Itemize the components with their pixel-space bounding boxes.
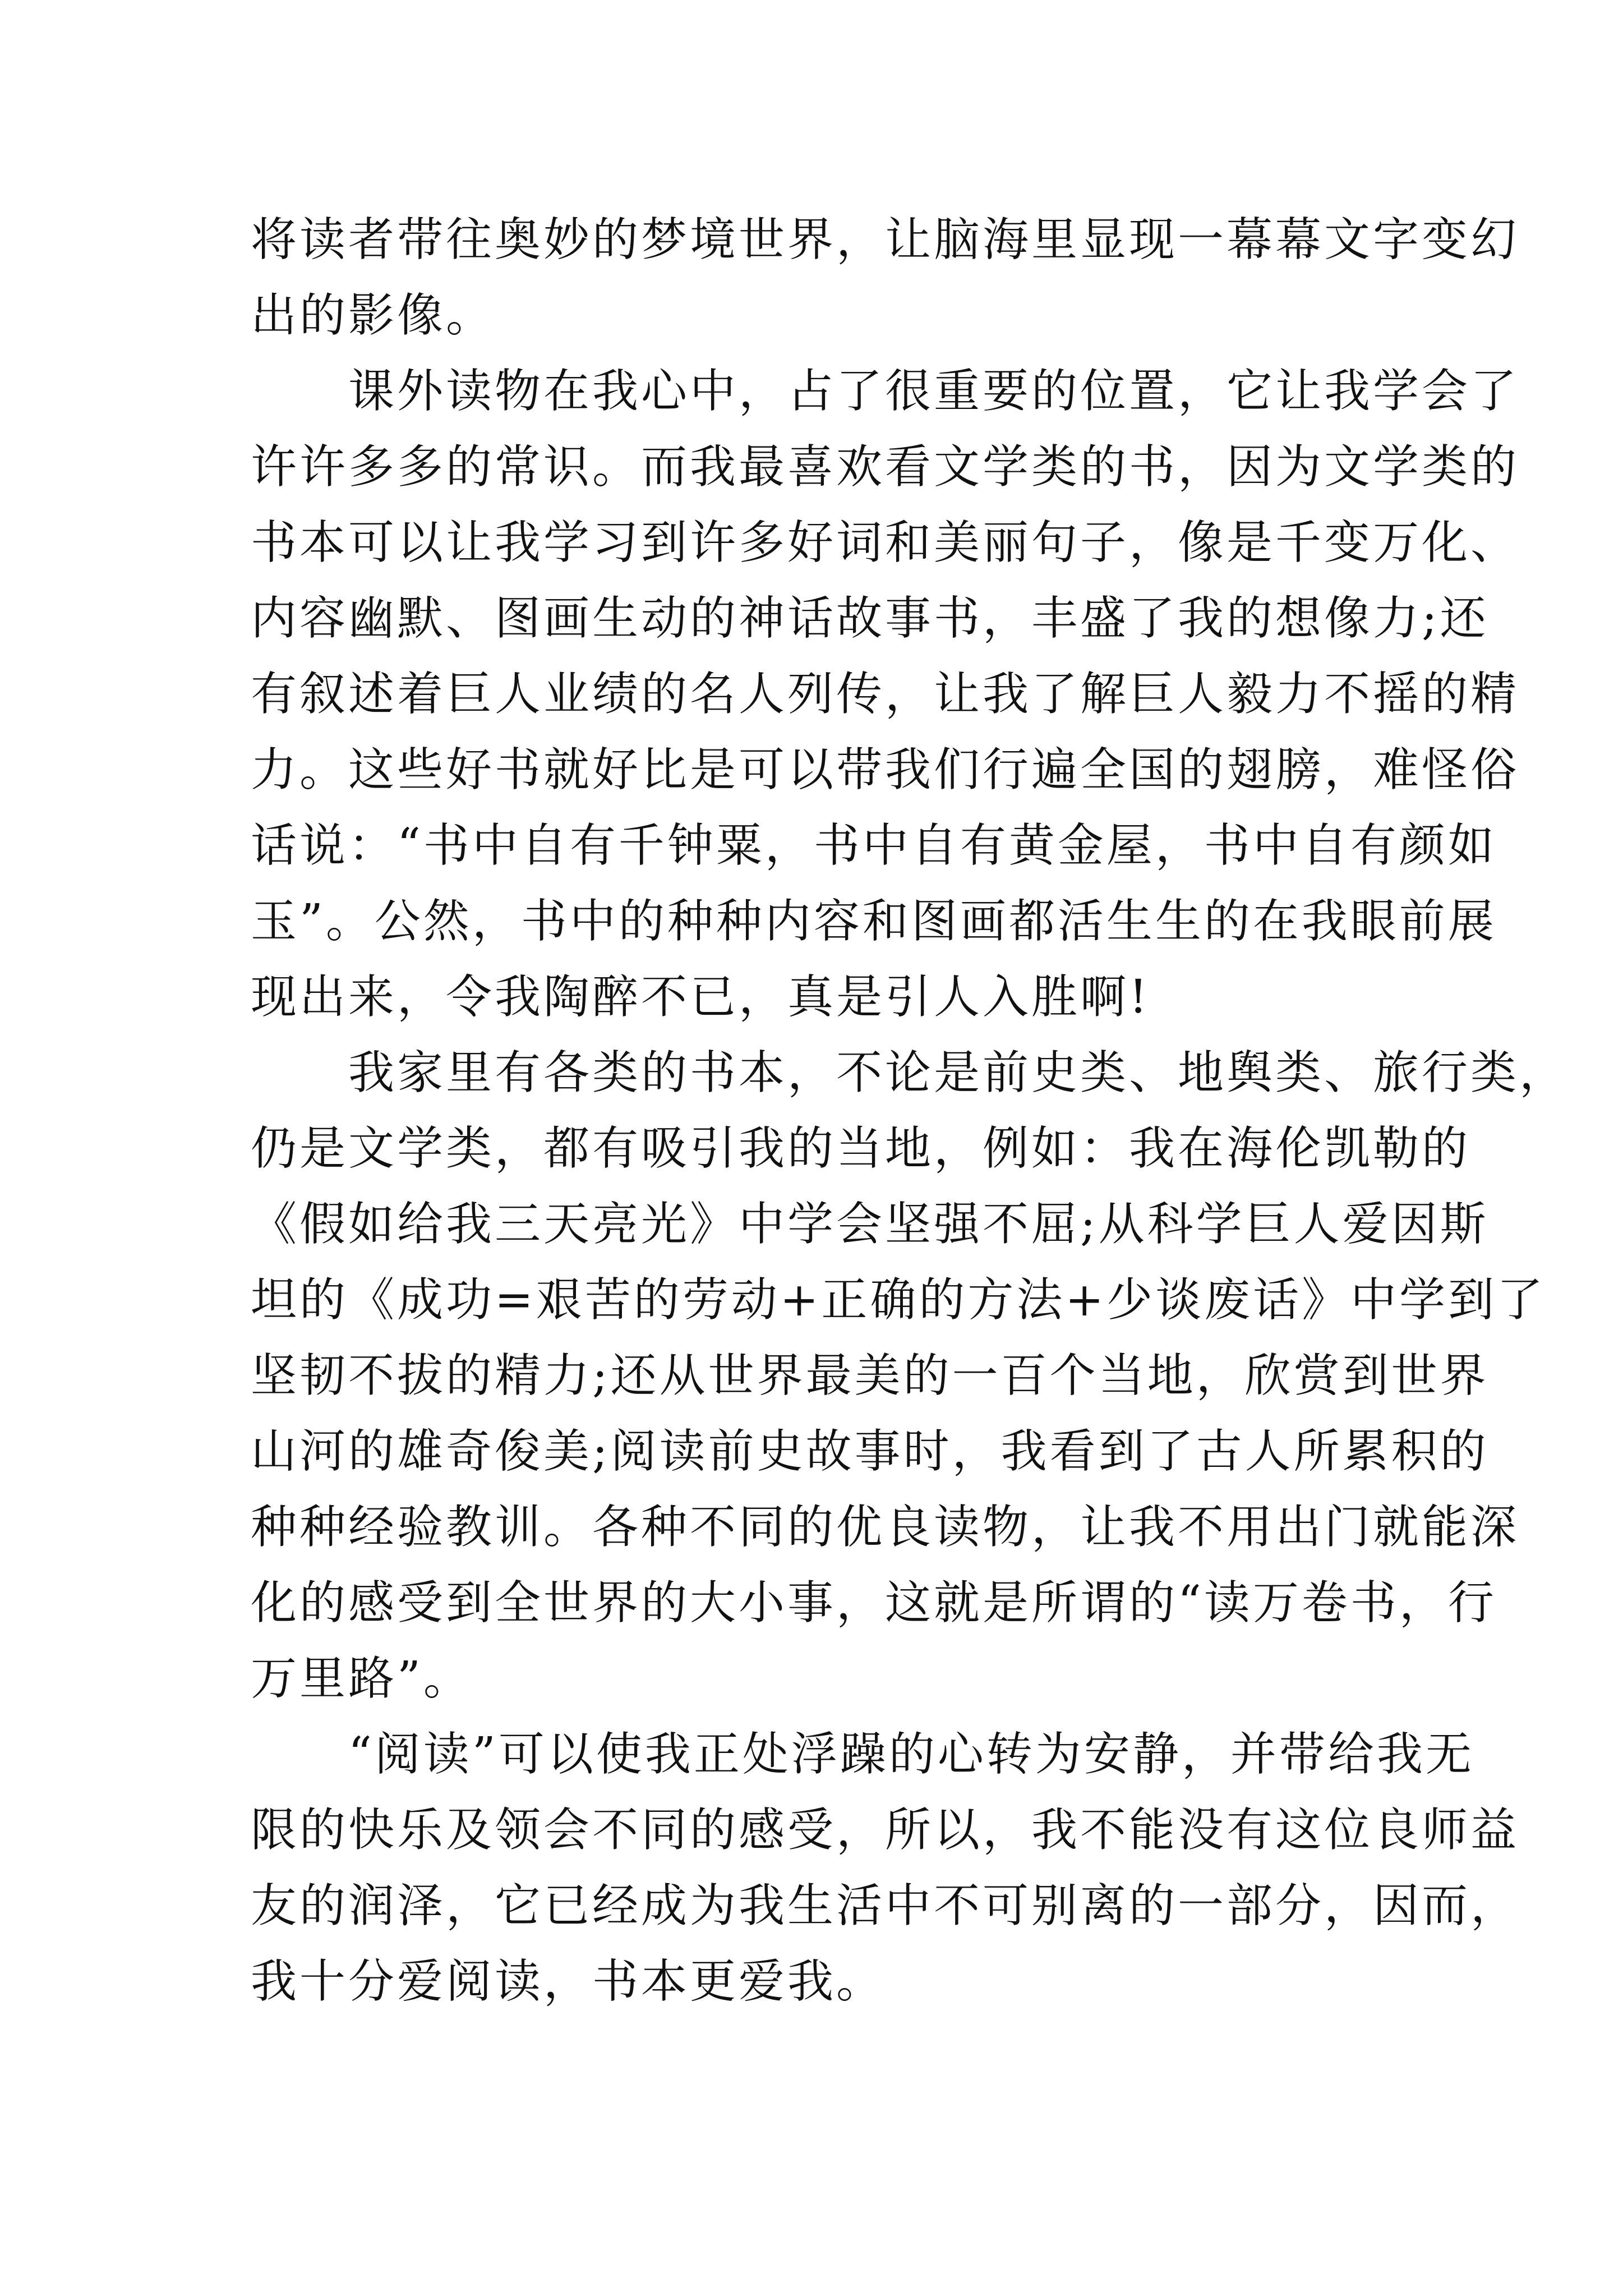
text-line: “阅读”可以使我正处浮躁的心转为安静，并带给我无 bbox=[251, 1728, 1474, 1781]
text-line: 将读者带往奥妙的梦境世界，让脑海里显现一幕幕文字变幻 bbox=[251, 213, 1520, 266]
text-line: 友的润泽，它已经成为我生活中不可别离的一部分，因而， bbox=[251, 1879, 1520, 1932]
text-line: 出的影像。 bbox=[251, 289, 495, 342]
text-line: 力。这些好书就好比是可以带我们行遍全国的翅膀，难怪俗 bbox=[251, 743, 1520, 797]
body-text bbox=[251, 202, 1569, 2019]
text-line: 有叙述着巨人业绩的名人列传，让我了解巨人毅力不摇的精 bbox=[251, 668, 1520, 721]
text-line: 山河的雄奇俊美;阅读前史故事时，我看到了古人所累积的 bbox=[251, 1425, 1489, 1478]
text-line: 种种经验教训。各种不同的优良读物，让我不用出门就能深 bbox=[251, 1501, 1520, 1554]
text-line: 内容幽默、图画生动的神话故事书，丰盛了我的想像力;还 bbox=[251, 592, 1489, 645]
text-line: 我十分爱阅读，书本更爱我。 bbox=[251, 1955, 886, 2008]
text-line: 话说：“书中自有千钟粟，书中自有黄金屋，书中自有颜如 bbox=[251, 819, 1497, 872]
text-line: 限的快乐及领会不同的感受，所以，我不能没有这位良师益 bbox=[251, 1803, 1520, 1857]
text-line: 我家里有各类的书本，不论是前史类、地舆类、旅行类， bbox=[251, 1046, 1569, 1099]
text-line: 坚韧不拔的精力;还从世界最美的一百个当地，欣赏到世界 bbox=[251, 1349, 1489, 1402]
text-line: 现出来，令我陶醉不已，真是引人入胜啊! bbox=[251, 970, 1150, 1024]
text-line: 万里路”。 bbox=[251, 1652, 472, 1705]
text-line: 仍是文学类，都有吸引我的当地，例如：我在海伦凯勒的 bbox=[251, 1122, 1471, 1175]
text-line: 课外读物在我心中，占了很重要的位置，它让我学会了 bbox=[251, 365, 1520, 418]
text-line: 书本可以让我学习到许多好词和美丽句子，像是千变万化、 bbox=[251, 516, 1520, 569]
text-line: 玉”。公然，书中的种种内容和图画都活生生的在我眼前展 bbox=[251, 895, 1497, 948]
text-line: 《假如给我三天亮光》中学会坚强不屈;从科学巨人爱因斯 bbox=[251, 1198, 1489, 1251]
text-line: 化的感受到全世界的大小事，这就是所谓的“读万卷书，行 bbox=[251, 1576, 1497, 1630]
text-line: 许许多多的常识。而我最喜欢看文学类的书，因为文学类的 bbox=[251, 440, 1520, 494]
text-line: 坦的《成功=艰苦的劳动+正确的方法+少谈废话》中学到了 bbox=[251, 1273, 1546, 1327]
